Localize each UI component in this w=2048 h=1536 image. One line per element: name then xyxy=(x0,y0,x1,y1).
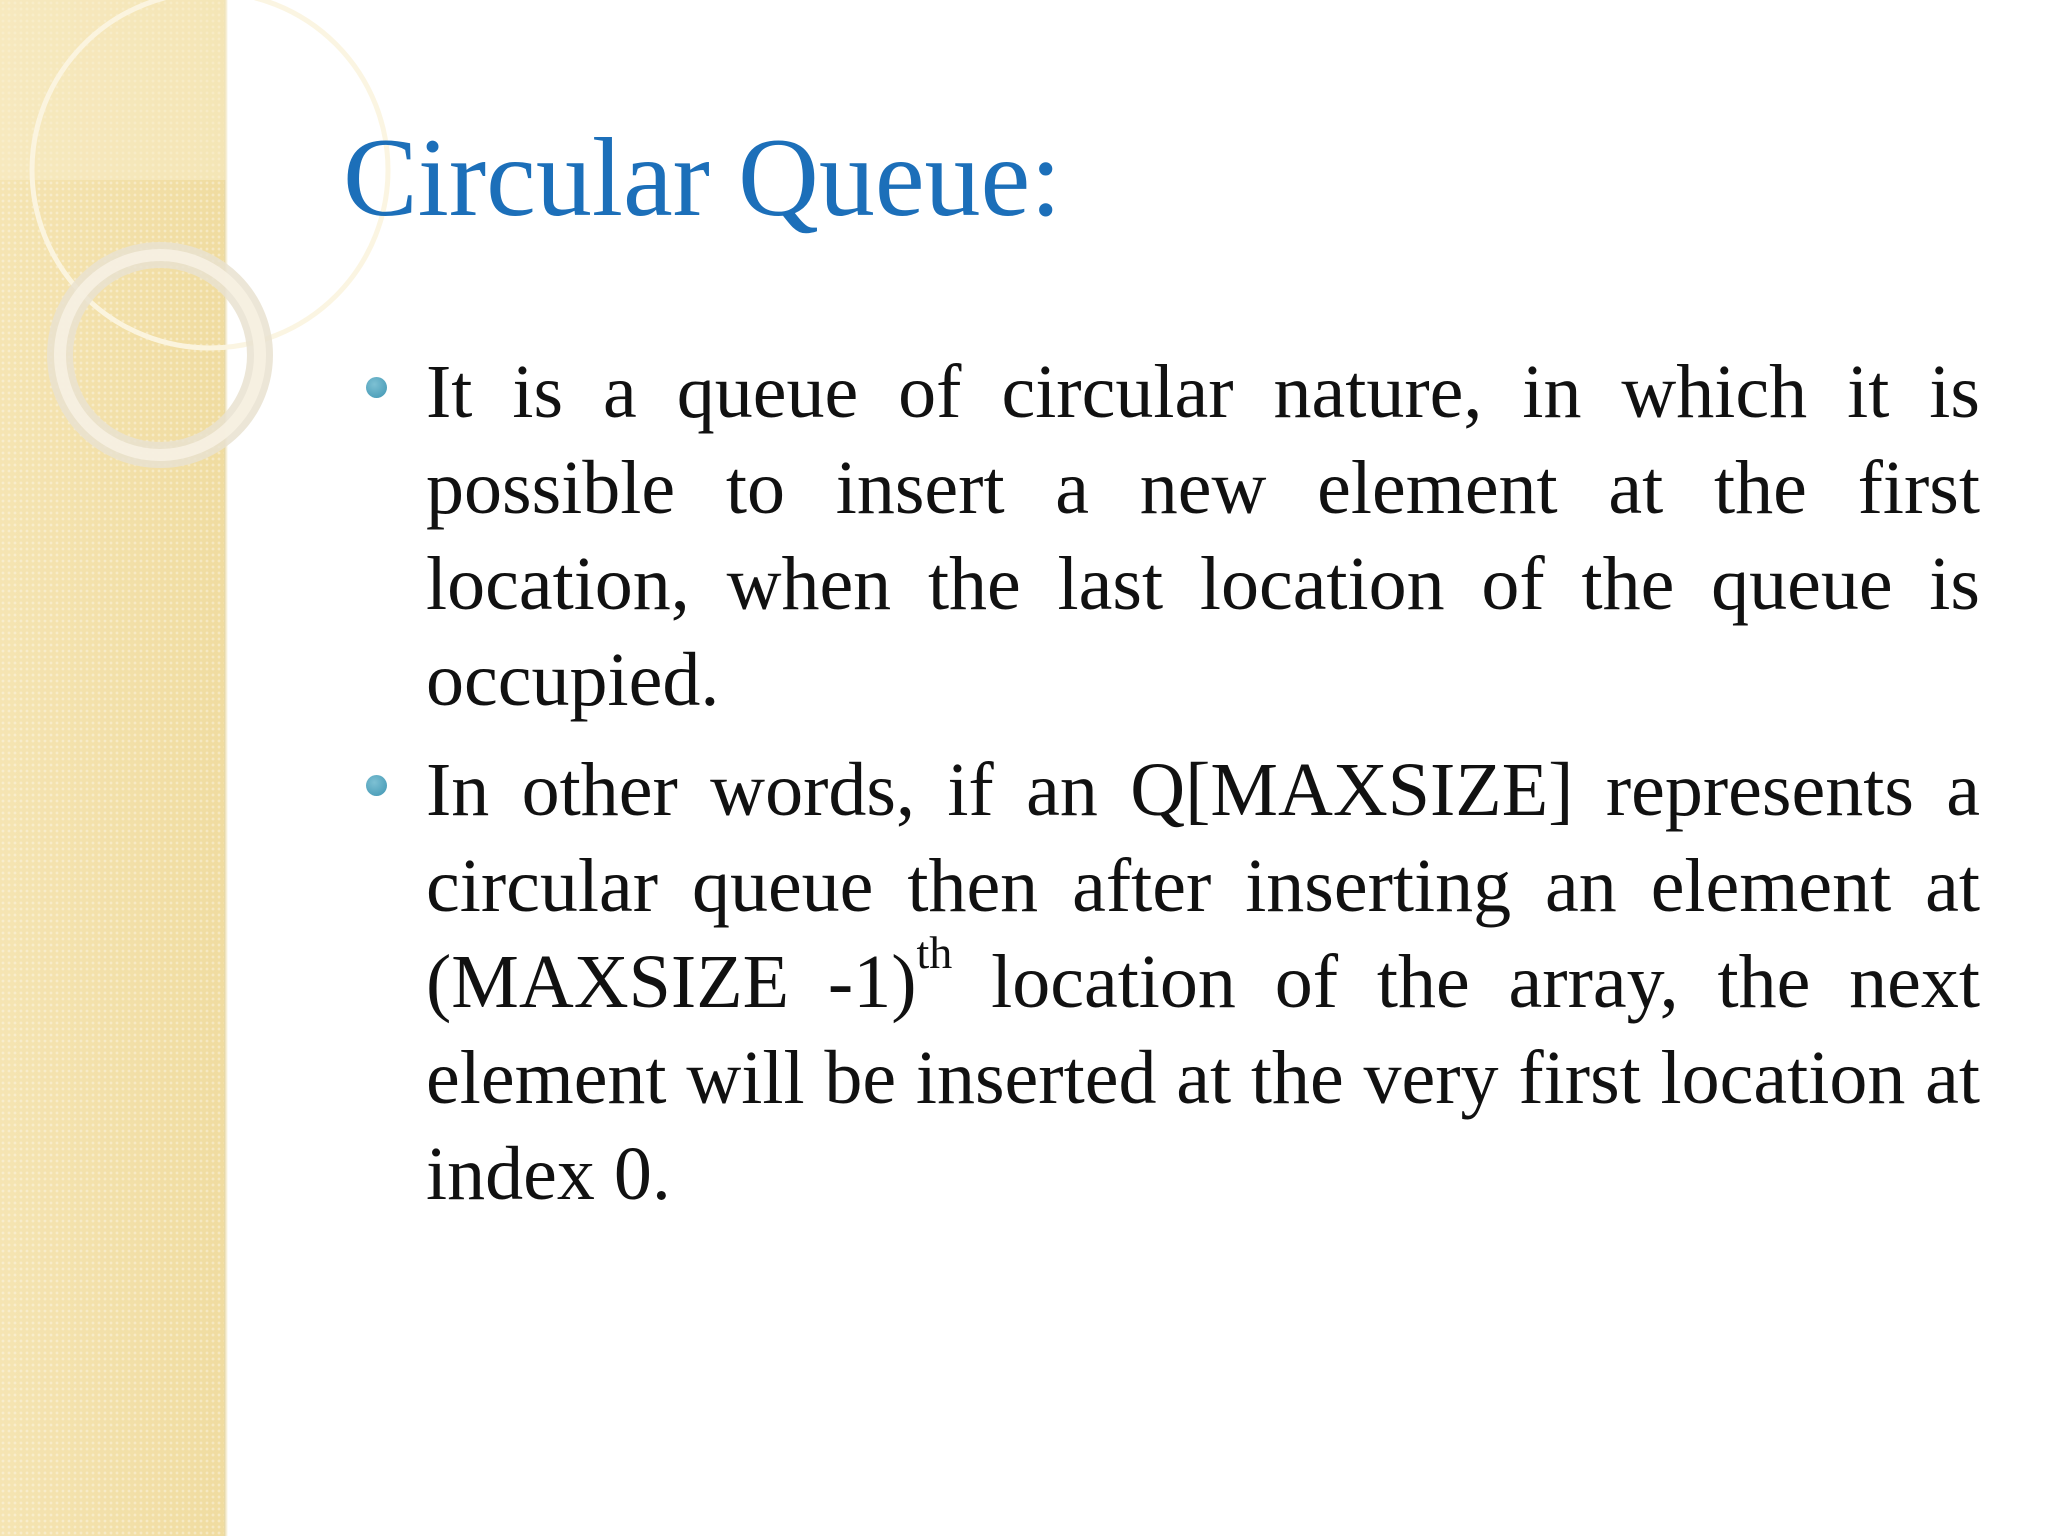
bullet-text: It is a queue of circular nature, in which it is possible to insert a new element at the first location, when the last location of the queue is occupied. xyxy=(426,350,1980,722)
bullet-text-part: location of the array, the next element will be inserted at the very first location at index 0. xyxy=(426,940,1980,1216)
bullet-dot-icon xyxy=(366,775,387,796)
superscript: th xyxy=(916,926,953,978)
small-ring-inner xyxy=(60,255,260,455)
bullet-list xyxy=(360,344,1980,1236)
bullet-text-part: In other words, if an Q[MAXSIZE] represents a circular queue then after inserting an element at (MAXSIZE -1) xyxy=(426,748,1980,1024)
bullet-item xyxy=(360,344,1980,728)
slide-title: Circular Queue: xyxy=(343,116,1062,240)
bullet-item xyxy=(360,742,1980,1222)
decorative-rings xyxy=(0,0,420,560)
bullet-dot-icon xyxy=(366,377,387,398)
bullet-text xyxy=(426,742,1980,1222)
